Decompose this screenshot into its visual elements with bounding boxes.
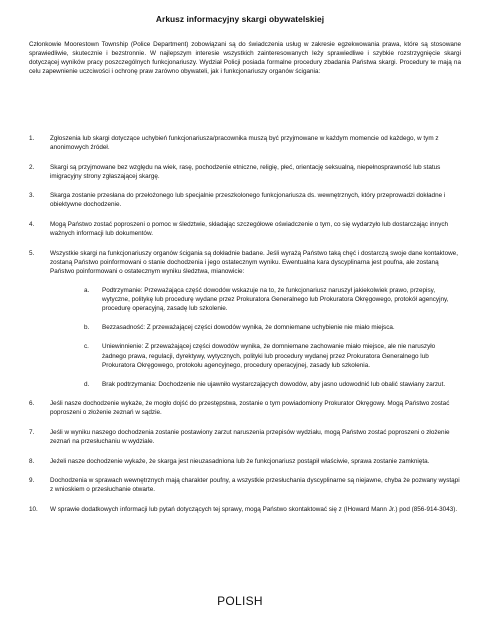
sub-list-item xyxy=(71,286,461,313)
sub-item-letter: d. xyxy=(84,380,90,388)
document-title: Arkusz informacyjny skargi obywatelskiej xyxy=(155,14,325,24)
list-item xyxy=(29,399,461,417)
item-text: W sprawie dodatkowych informacji lub pytań dotyczących tej sprawy, mogą Państwo skontaktować się z (IHoward Mann Jr.) pod (856-914-3043). xyxy=(50,505,458,513)
list-item xyxy=(29,191,461,209)
item-text: Wszystkie skargi na funkcjonariuszy organów ścigania są dokładnie badane. Jeśli wyrażą Państwo taką chęć i dostarczą swoje dane kontaktowe, zostaną Państwo poinformowani o stanie dochodzenia i jego ostatecznym wyniku. Ewentualna kara dyscyplinarna jest poufna, ale zostaną Państwo poinformowani o ostatecznym wyniku śledztwa, mianowicie: xyxy=(50,249,458,275)
item-number: 2. xyxy=(29,163,35,171)
item-number: 4. xyxy=(29,221,35,229)
item-text: Jeżeli nasze dochodzenie wykaże, że skarga jest nieuzasadniona lub że funkcjonariusz postąpił właściwie, sprawa zostanie zamknięta. xyxy=(50,457,430,465)
list-item xyxy=(29,220,461,238)
item-text: Mogą Państwo zostać poproszeni o pomoc w śledztwie, składając szczegółowe oświadczenie o tym, co się wydarzyło lub dostarczając innych ważnych informacji lub dokumentów. xyxy=(50,221,449,238)
item-number: 6. xyxy=(29,400,35,408)
sub-list-item xyxy=(71,380,461,389)
item-number: 10. xyxy=(29,505,38,513)
sub-item-text: Brak podtrzymania: Dochodzenie nie ujawniło wystarczających dowodów, aby jasno udowodnić lub obalić stawiany zarzut. xyxy=(102,380,446,388)
sub-item-letter: a. xyxy=(84,287,90,295)
item-text: Jeśli nasze dochodzenie wykaże, że mogło dojść do przestępstwa, zostanie o tym powiadomiony Prokurator Okręgowy. Mogą Państwo zostać poproszeni o złożenie zeznań w sądzie. xyxy=(50,400,450,417)
list-item xyxy=(29,134,461,152)
item-number: 7. xyxy=(29,428,35,436)
item-text: Skargi są przyjmowane bez względu na wiek, rasę, pochodzenie etniczne, religię, płeć, orientację seksualną, niepełnosprawność lub status imigracyjny strony zgłaszającej skargę. xyxy=(50,163,441,180)
item-text: Jeśli w wyniku naszego dochodzenia zostanie postawiony zarzut naruszenia przepisów wydziału, mogą Państwo zostać poproszeni o złożenie zeznań na przesłuchaniu w wydziale. xyxy=(50,428,450,446)
item-text: Zgłoszenia lub skargi dotyczące uchybień funkcjonariusza/pracownika muszą być przyjmowane w każdym momencie od każdego, w tym z anonimowych źródeł. xyxy=(50,135,439,152)
sub-item-letter: c. xyxy=(84,343,89,351)
item-number: 9. xyxy=(29,477,35,485)
item-text: Dochodzenia w sprawach wewnętrznych mają charakter poufny, a wszystkie przesłuchania dyscyplinarne są niejawne, chyba że pozwany wystąpi z wnioskiem o przesłuchanie otwarte. xyxy=(50,477,460,494)
list-item xyxy=(29,249,461,389)
numbered-list xyxy=(29,134,461,525)
list-item xyxy=(29,428,461,446)
item-number: 5. xyxy=(29,249,35,257)
sub-item-text: Bezzasadność: Z przeważającej części dowodów wynika, że domniemane uchybienie nie miało miejsca. xyxy=(102,324,395,332)
list-item xyxy=(29,476,461,494)
sub-item-letter: b. xyxy=(84,324,90,332)
item-number: 8. xyxy=(29,457,35,465)
sub-list-item xyxy=(71,342,461,369)
item-number: 1. xyxy=(29,135,35,142)
item-number: 3. xyxy=(29,192,35,200)
sub-list-item xyxy=(71,323,461,332)
intro-paragraph: Członkowie Moorestown Township (Police Department) zobowiązani są do świadczenia usług w zakresie egzekwowania prawa, które są stosowane sprawiedliwie, skutecznie i bezstronnie. W najlepszym interesie wszystkich zainteresowanych leży sprawiedliwe i szybkie rozstrzygnięcie skargi dotyczącej wyników pracy poszczególnych funkcjonariuszy. Wydział Policji posiada formalne procedury zbadania Państwa skargi. Procedury te mają na celu zapewnienie uczciwości i ochronę praw zarówno obywateli, jak i funkcjonariuszy organów ścigania: xyxy=(29,41,461,76)
sub-item-text: Uniewinnienie: Z przeważającej części dowodów wynika, że domniemane zachowanie miało miejsce, ale nie naruszyło żadnego prawa, regulacji, dyrektywy, wytycznych, polityki lub procedury wydanej przez Prokuratora Generalnego lub Prokuratora Okręgowego, protokołu agencyjnego, procedury operacyjnej, zasady lub szkolenia. xyxy=(102,343,436,369)
item-text: Skarga zostanie przesłana do przełożonego lub specjalnie przeszkolonego funkcjonariusza ds. wewnętrznych, który przeprowadzi dokładne i obiektywne dochodzenie. xyxy=(50,192,446,209)
language-label: POLISH xyxy=(217,594,263,608)
list-item xyxy=(29,163,461,181)
list-item xyxy=(29,505,461,514)
list-item xyxy=(29,457,461,466)
sub-item-text: Podtrzymanie: Przeważająca część dowodów wskazuje na to, że funkcjonariusz naruszył jakiekolwiek prawo, przepisy, wytyczne, politykę lub procedurę wydane przez Prokuratora Generalnego lub Prokuratora Okręgowego, protokół agencyjny, procedurę operacyjną, zasadę lub szkolenie. xyxy=(102,287,449,313)
